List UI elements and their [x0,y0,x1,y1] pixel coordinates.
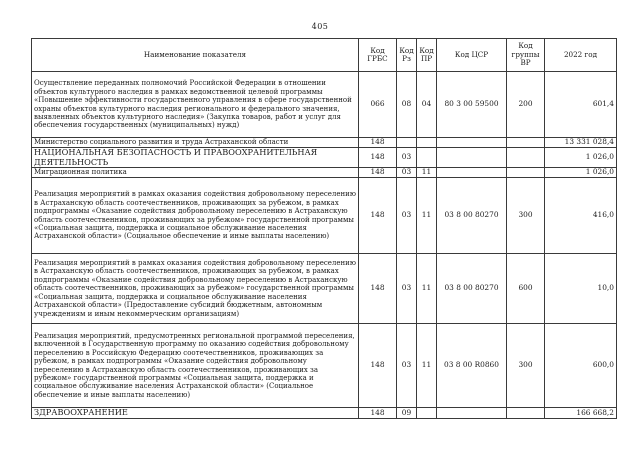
row-csr: 03 8 00 R0860 [437,324,507,408]
row-vr [507,408,545,419]
row-amount: 13 331 028,4 [545,138,617,148]
row-vr: 300 [507,178,545,254]
table-row [32,168,617,178]
header-pr: Код ПР [417,39,437,72]
header-name: Наименование показателя [32,39,359,72]
row-rz: 08 [397,72,417,138]
table-row [32,324,617,408]
row-name: Реализация мероприятий в рамках оказания содействия добровольному переселению в Астраханскую область соотечественников, проживающих за рубежом, в рамках подпрограммы «Оказание содействия добровольному переселению в Астраханскую область соотечественников, проживающих за рубежом» государственной программы «Социальная защита, поддержка и социальное обслуживание населения Астраханской области» (Предоставление субсидий бюджетным, автономным учреждениям и иным некоммерческим организациям) [32,254,359,324]
row-rz [397,138,417,148]
row-grbs: 148 [359,324,397,408]
row-vr [507,168,545,178]
row-rz: 03 [397,254,417,324]
row-grbs: 148 [359,254,397,324]
row-csr [437,168,507,178]
row-vr [507,138,545,148]
header-year: 2022 год [545,39,617,72]
row-csr [437,408,507,419]
table-row [32,148,617,168]
row-name: Миграционная политика [32,168,359,178]
row-vr: 600 [507,254,545,324]
row-name: Реализация мероприятий в рамках оказания содействия добровольному переселению в Астраханскую область соотечественников, проживающих за рубежом, в рамках подпрограммы «Оказание содействия добровольному переселению в Астраханскую область соотечественников, проживающих за рубежом» государственной программы «Социальная защита, поддержка и социальное обслуживание населения Астраханской области» (Социальное обеспечение и иные выплаты населению) [32,178,359,254]
row-vr: 300 [507,324,545,408]
table-row [32,72,617,138]
row-amount: 1 026,0 [545,148,617,168]
row-rz: 03 [397,178,417,254]
row-grbs: 148 [359,178,397,254]
row-pr [417,408,437,419]
row-name: ЗДРАВООХРАНЕНИЕ [32,408,359,419]
row-grbs: 148 [359,138,397,148]
header-grbs: Код ГРБС [359,39,397,72]
table-header-row [32,39,617,72]
table-row [32,138,617,148]
row-amount: 166 668,2 [545,408,617,419]
row-rz: 03 [397,324,417,408]
row-vr: 200 [507,72,545,138]
row-pr [417,148,437,168]
row-pr: 11 [417,324,437,408]
row-grbs: 148 [359,148,397,168]
row-amount: 600,0 [545,324,617,408]
row-csr: 03 8 00 80270 [437,254,507,324]
row-name: Реализация мероприятий, предусмотренных региональной программой переселения, включенной в Государственную программу по оказанию содействия добровольному переселению в Российскую Федерацию соотечественников, проживающих за рубежом, в рамках подпрограммы «Оказание содействия добровольному переселению в Астраханскую область соотечественников, проживающих за рубежом» государственной программы «Социальная защита, поддержка и социальное обслуживание населения Астраханской области» (Социальное обеспечение и иные выплаты населению) [32,324,359,408]
row-amount: 1 026,0 [545,168,617,178]
row-rz: 03 [397,148,417,168]
table-row [32,178,617,254]
row-name: Осуществление переданных полномочий Российской Федерации в отношении объектов культурного наследия в рамках ведомственной целевой программы «Повышение эффективности государственного управления в сфере государственной охраны объектов культурного наследия регионального и федерального значения, выявленных объектов культурного наследия» (Закупка товаров, работ и услуг для обеспечения государственных (муниципальных) нужд) [32,72,359,138]
row-name: НАЦИОНАЛЬНАЯ БЕЗОПАСНОСТЬ И ПРАВООХРАНИТЕЛЬНАЯ ДЕЯТЕЛЬНОСТЬ [32,148,359,168]
header-csr: Код ЦСР [437,39,507,72]
row-csr: 03 8 00 80270 [437,178,507,254]
budget-table [31,38,617,419]
row-pr: 11 [417,178,437,254]
table-row [32,254,617,324]
header-vr: Код группы ВР [507,39,545,72]
row-pr [417,138,437,148]
row-amount: 10,0 [545,254,617,324]
row-grbs: 148 [359,408,397,419]
row-csr: 80 3 00 59500 [437,72,507,138]
row-name: Министерство социального развития и труда Астраханской области [32,138,359,148]
row-rz: 09 [397,408,417,419]
table-row [32,408,617,419]
row-grbs: 066 [359,72,397,138]
row-pr: 11 [417,168,437,178]
row-grbs: 148 [359,168,397,178]
row-csr [437,138,507,148]
row-csr [437,148,507,168]
page-number: 405 [311,22,329,31]
row-vr [507,148,545,168]
row-amount: 601,4 [545,72,617,138]
row-pr: 11 [417,254,437,324]
row-amount: 416,0 [545,178,617,254]
header-rz: Код Рз [397,39,417,72]
row-rz: 03 [397,168,417,178]
row-pr: 04 [417,72,437,138]
